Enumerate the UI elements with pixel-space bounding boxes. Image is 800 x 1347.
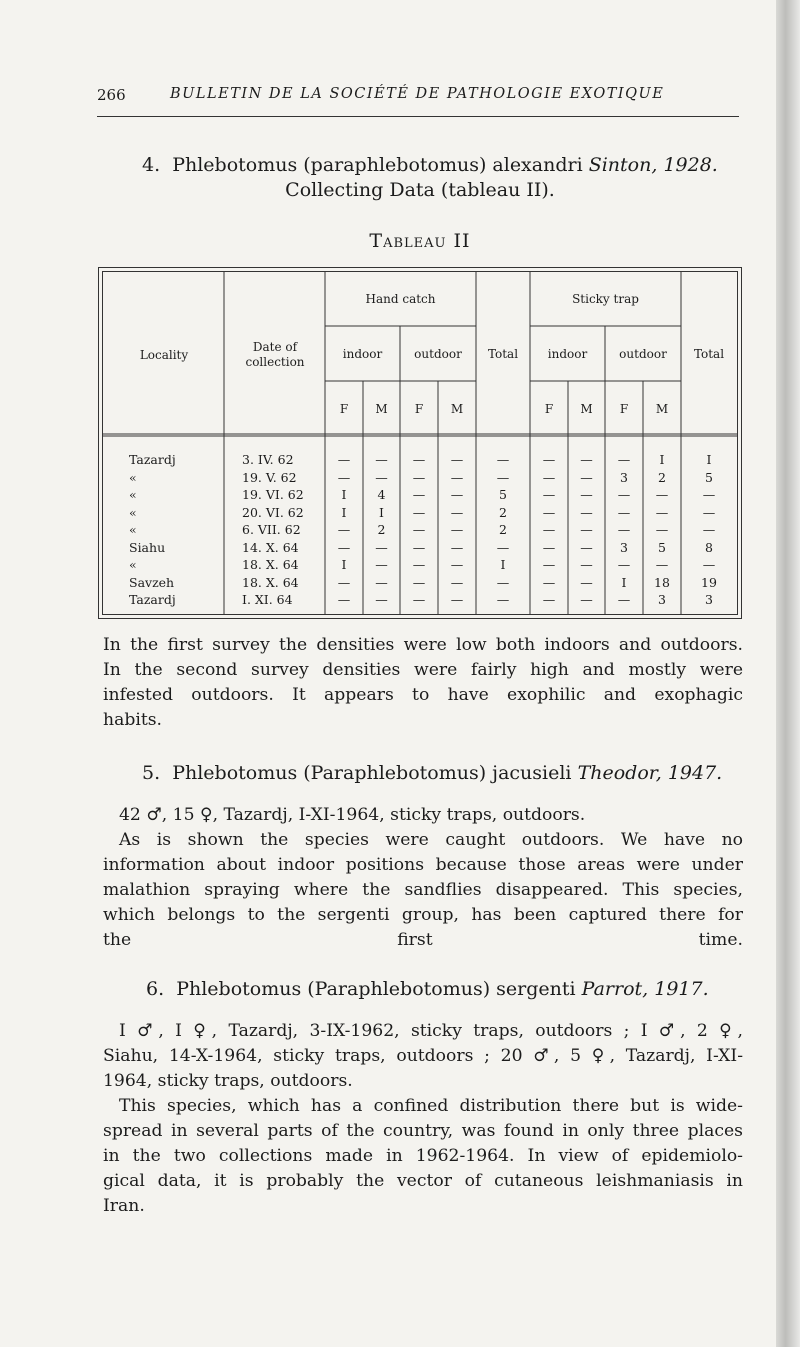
header-m: M <box>375 402 388 416</box>
section-6-collections-paragraph <box>103 1019 743 1094</box>
text-line: Iran. <box>103 1196 145 1216</box>
cell-value: — <box>542 592 556 607</box>
text-line: 42 ♂, 15 ♀, Tazardj, I-XI-1964, sticky traps, outdoors. <box>119 805 586 825</box>
section-6-discussion-paragraph <box>103 1094 743 1219</box>
cell-value: — <box>337 522 351 537</box>
cell-value: — <box>450 522 464 537</box>
text-line: habits. <box>103 710 163 730</box>
cell-value: — <box>375 592 388 607</box>
header-locality: Locality <box>139 348 189 362</box>
cell-locality: Savzeh <box>129 574 175 590</box>
header-hand-outdoor: outdoor <box>414 347 462 361</box>
cell-value: — <box>337 469 351 485</box>
header-rule <box>97 116 739 117</box>
cell-value: — <box>375 557 388 572</box>
header-sticky-trap: Sticky trap <box>572 292 639 306</box>
cell-value: — <box>542 469 556 485</box>
cell-value: — <box>580 592 593 607</box>
cell-value: 2 <box>377 522 386 537</box>
cell-value: — <box>542 522 556 537</box>
cell-locality: « <box>129 504 137 520</box>
cell-value: 8 <box>705 539 713 555</box>
cell-value: — <box>412 592 426 607</box>
cell-date: 19. VI. 62 <box>242 487 304 502</box>
cell-value: — <box>580 539 593 555</box>
cell-value: 19 <box>701 574 717 590</box>
cell-value: — <box>496 539 510 555</box>
cell-value: — <box>617 504 631 520</box>
cell-value: — <box>412 557 426 572</box>
header-m: M <box>580 402 593 416</box>
page-number: 266 <box>97 86 126 104</box>
header-m: M <box>655 402 669 416</box>
cell-value: — <box>450 469 464 485</box>
section-6-number: 6. <box>146 978 165 1000</box>
cell-locality: « <box>129 557 137 572</box>
cell-value: I <box>379 504 384 520</box>
cell-value: 5 <box>499 487 507 502</box>
text-line: in the two collections made in 1962-1964. In view of epidemiolo- <box>103 1146 743 1166</box>
cell-value: — <box>655 487 669 502</box>
section-4-species: Phlebotomus (paraphlebotomus) alexandri <box>172 154 583 176</box>
section-5-heading <box>142 760 742 786</box>
survey-paragraph <box>103 633 743 733</box>
cell-locality: « <box>129 469 137 485</box>
cell-value: — <box>542 452 556 467</box>
cell-value: — <box>580 487 593 502</box>
cell-value: 2 <box>499 504 507 520</box>
journal-title: BULLETIN DE LA SOCIÉTÉ DE PATHOLOGIE EXOTIQUE <box>170 86 665 102</box>
header-f: F <box>414 402 424 416</box>
cell-locality: Siahu <box>129 539 166 555</box>
text-line: 1964, sticky traps, outdoors. <box>103 1071 353 1091</box>
cell-value: 5 <box>705 469 713 485</box>
cell-value: — <box>496 592 510 607</box>
cell-value: — <box>617 522 631 537</box>
running-head <box>97 86 739 108</box>
cell-date: 18. X. 64 <box>242 557 299 572</box>
cell-value: — <box>450 452 464 467</box>
cell-value: — <box>450 539 464 555</box>
cell-value: I <box>341 487 347 502</box>
text-line: information about indoor positions because those areas were under <box>103 855 743 875</box>
cell-value: 5 <box>658 539 666 555</box>
cell-value: — <box>617 557 631 572</box>
cell-value: I <box>500 557 506 572</box>
data-table <box>98 267 742 619</box>
header-hand-catch: Hand catch <box>365 292 436 306</box>
cell-locality: Tazardj <box>129 452 176 467</box>
cell-value: — <box>702 522 716 537</box>
cell-value: — <box>580 504 593 520</box>
text-line: Siahu, 14-X-1964, sticky traps, outdoors ; 20 ♂, 5 ♀, Tazardj, I-XI- <box>103 1046 743 1066</box>
cell-value: — <box>655 557 669 572</box>
cell-value: — <box>580 574 593 590</box>
text-line: This species, which has a confined distribution there but is wide- <box>119 1096 743 1116</box>
cell-value: 3 <box>620 539 628 555</box>
cell-value: 2 <box>499 522 507 537</box>
cell-value: — <box>450 592 464 607</box>
cell-value: — <box>580 557 593 572</box>
cell-value: 4 <box>377 487 386 502</box>
text-line: In the second survey densities were fairly high and mostly were <box>103 660 743 680</box>
cell-date: 19. V. 62 <box>242 469 297 485</box>
text-line: I ♂, I ♀, Tazardj, 3-IX-1962, sticky traps, outdoors ; I ♂, 2 ♀, <box>119 1021 743 1041</box>
text-line: spread in several parts of the country, was found in only three places <box>103 1121 743 1141</box>
cell-value: — <box>542 574 556 590</box>
cell-value: — <box>542 487 556 502</box>
cell-value: — <box>617 592 631 607</box>
cell-value: — <box>496 574 510 590</box>
section-6-heading <box>146 976 746 1002</box>
cell-date: 18. X. 64 <box>242 574 299 590</box>
cell-locality: « <box>129 487 137 502</box>
cell-value: — <box>450 504 464 520</box>
cell-value: — <box>412 504 426 520</box>
cell-value: — <box>702 504 716 520</box>
text-line: the first time. <box>103 930 743 950</box>
cell-locality: Tazardj <box>129 592 176 607</box>
cell-value: — <box>580 469 593 485</box>
text-line: gical data, it is probably the vector of cutaneous leishmaniasis in <box>103 1171 743 1191</box>
cell-date: 3. IV. 62 <box>242 452 294 467</box>
cell-value: 2 <box>658 469 666 485</box>
section-5-number: 5. <box>142 762 161 784</box>
cell-value: I <box>659 452 665 467</box>
cell-date: 6. VII. 62 <box>242 522 301 537</box>
cell-value: — <box>655 522 669 537</box>
cell-value: — <box>617 487 631 502</box>
header-trap-outdoor: outdoor <box>619 347 667 361</box>
header-hand-indoor: indoor <box>342 347 383 361</box>
table-title: Tableau II <box>369 230 471 252</box>
text-line: malathion spraying where the sandflies disappeared. This species, <box>103 880 743 900</box>
section-6-species: Phlebotomus (Paraphlebotomus) sergenti <box>176 978 576 1000</box>
cell-value: 3 <box>658 592 666 607</box>
header-f: F <box>544 402 554 416</box>
section-4-number: 4. <box>142 154 161 176</box>
cell-value: — <box>412 522 426 537</box>
cell-value: — <box>580 452 593 467</box>
header-trap-indoor: indoor <box>547 347 588 361</box>
text-line: As is shown the species were caught outdoors. We have no <box>119 830 743 850</box>
cell-value: — <box>450 557 464 572</box>
cell-value: — <box>542 539 556 555</box>
cell-value: — <box>655 504 669 520</box>
text-line: which belongs to the sergenti group, has been captured there for <box>103 905 743 925</box>
section-4-subtitle: Collecting Data (tableau II). <box>285 179 555 201</box>
cell-value: — <box>412 487 426 502</box>
section-5-species: Phlebotomus (Paraphlebotomus) jacusieli <box>172 762 572 784</box>
cell-value: 3 <box>620 469 628 485</box>
cell-value: 18 <box>654 574 670 590</box>
cell-value: I <box>341 504 347 520</box>
cell-date: I. XI. 64 <box>242 592 293 607</box>
cell-value: — <box>496 452 510 467</box>
page-edge-shadow <box>776 0 800 1347</box>
cell-value: — <box>702 557 716 572</box>
cell-value: — <box>542 504 556 520</box>
cell-value: — <box>337 592 351 607</box>
text-line: infested outdoors. It appears to have exophilic and exophagic <box>103 685 743 705</box>
cell-value: — <box>375 574 388 590</box>
cell-value: — <box>542 557 556 572</box>
cell-value: — <box>412 539 426 555</box>
header-f: F <box>619 402 629 416</box>
cell-locality: « <box>129 522 137 537</box>
cell-value: — <box>337 452 351 467</box>
cell-value: — <box>617 452 631 467</box>
section-4-heading <box>100 152 740 178</box>
section-4-author: Sinton, 1928. <box>588 154 718 176</box>
cell-value: 3 <box>705 592 713 607</box>
header-m: M <box>450 402 464 416</box>
cell-value: — <box>412 452 426 467</box>
cell-value: — <box>337 539 351 555</box>
cell-value: — <box>375 452 388 467</box>
cell-value: I <box>341 557 347 572</box>
cell-value: — <box>580 522 593 537</box>
section-5-paragraph <box>103 803 743 953</box>
cell-date: 20. VI. 62 <box>242 504 304 520</box>
text-line: In the first survey the densities were low both indoors and outdoors. <box>103 635 743 655</box>
section-6-author: Parrot, 1917. <box>581 978 709 1000</box>
cell-value: — <box>450 574 464 590</box>
cell-value: I <box>621 574 627 590</box>
section-5-author: Theodor, 1947. <box>577 762 723 784</box>
cell-value: — <box>412 574 426 590</box>
cell-value: I <box>706 452 712 467</box>
header-trap-total: Total <box>693 347 725 361</box>
cell-value: — <box>702 487 716 502</box>
cell-value: — <box>375 469 388 485</box>
header-date: Date of collection <box>245 340 305 369</box>
cell-value: — <box>450 487 464 502</box>
cell-date: 14. X. 64 <box>242 539 299 555</box>
cell-value: — <box>375 539 388 555</box>
cell-value: — <box>496 469 510 485</box>
cell-value: — <box>337 574 351 590</box>
header-hand-total: Total <box>487 347 519 361</box>
header-f: F <box>339 402 349 416</box>
cell-value: — <box>412 469 426 485</box>
